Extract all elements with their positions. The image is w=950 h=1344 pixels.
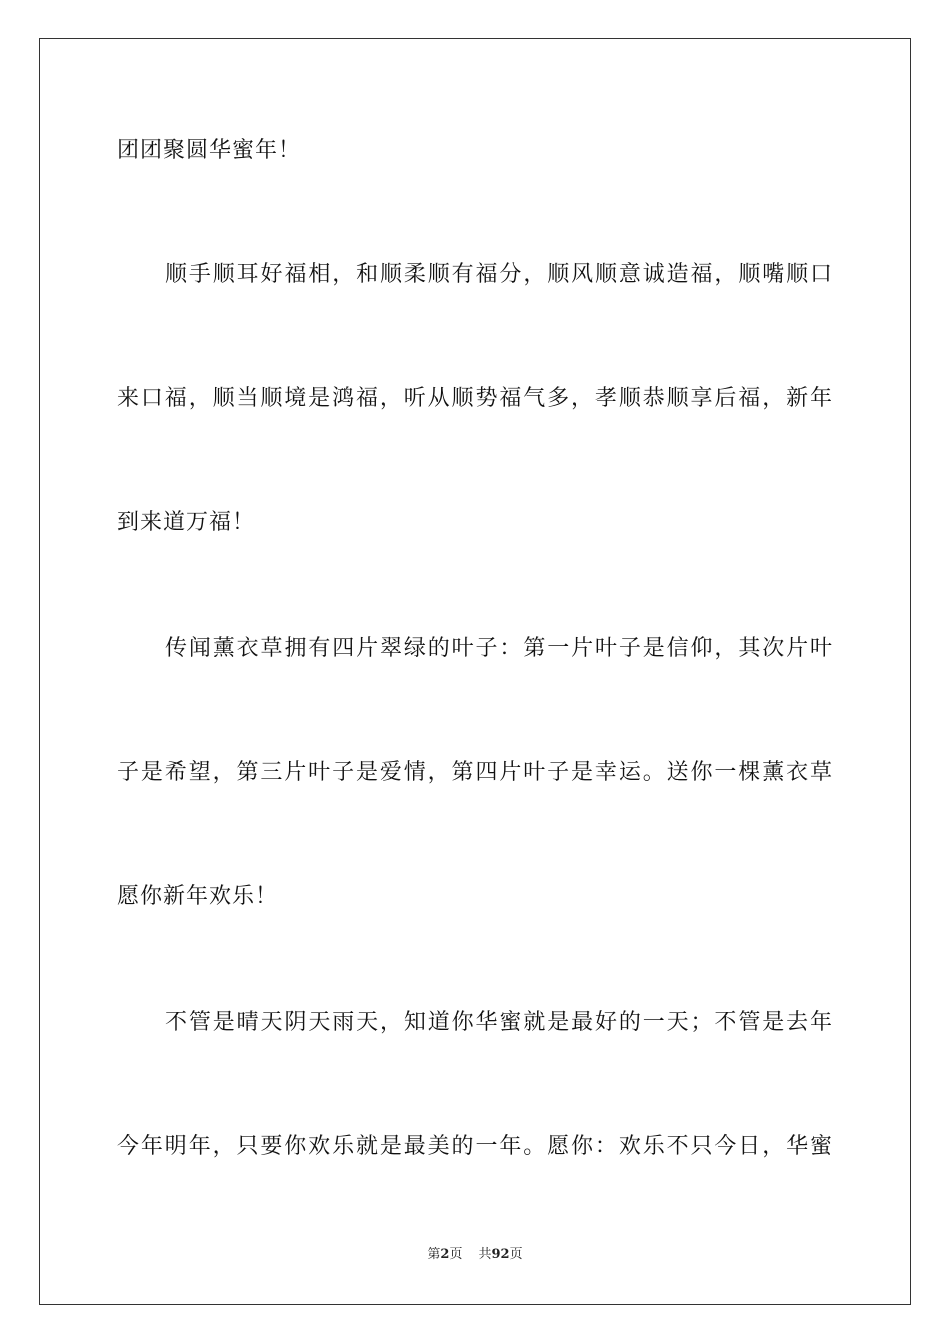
text-line-6: 子是希望，第三片叶子是爱情，第四片叶子是幸运。送你一棵薰衣草 xyxy=(117,760,833,785)
page-footer xyxy=(0,1246,950,1264)
text-line-9: 今年明年，只要你欢乐就是最美的一年。愿你：欢乐不只今日，华蜜 xyxy=(117,1134,833,1159)
footer-total-suffix: 页 xyxy=(509,1247,523,1262)
footer-page-number: 2 xyxy=(440,1247,450,1262)
footer-page-prefix: 第 xyxy=(427,1247,441,1262)
footer-page-suffix: 页 xyxy=(449,1247,463,1262)
footer-total-prefix: 共 xyxy=(478,1247,492,1262)
page-border xyxy=(39,38,911,1305)
footer-total-number: 92 xyxy=(491,1247,510,1262)
text-line-2: 顺手顺耳好福相，和顺柔顺有福分，顺风顺意诚造福，顺嘴顺口 xyxy=(165,262,833,287)
text-line-4: 到来道万福！ xyxy=(117,510,256,535)
text-line-1: 团团聚圆华蜜年！ xyxy=(117,138,302,163)
text-line-3: 来口福，顺当顺境是鸿福，听从顺势福气多，孝顺恭顺享后福，新年 xyxy=(117,386,833,411)
text-line-7: 愿你新年欢乐！ xyxy=(117,884,279,909)
text-line-8: 不管是晴天阴天雨天，知道你华蜜就是最好的一天；不管是去年 xyxy=(165,1010,833,1035)
text-line-5: 传闻薰衣草拥有四片翠绿的叶子：第一片叶子是信仰，其次片叶 xyxy=(165,636,833,661)
